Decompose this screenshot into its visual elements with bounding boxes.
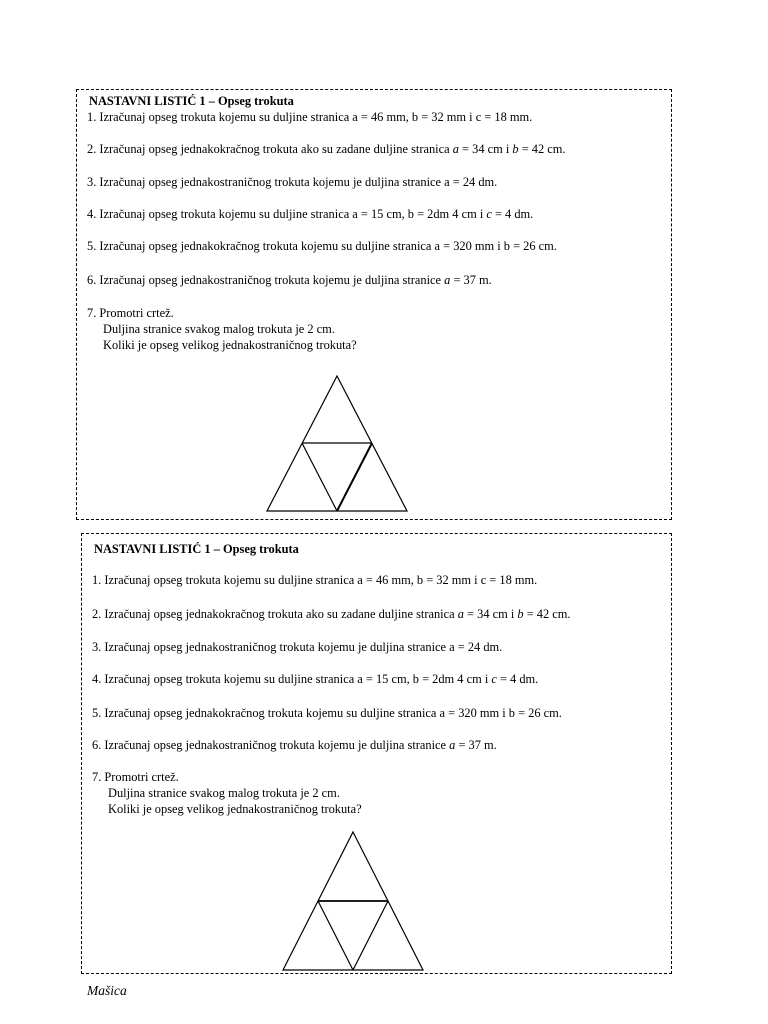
worksheet-title: NASTAVNI LISTIĆ 1 – Opseg trokuta	[94, 542, 299, 556]
worksheet-title: NASTAVNI LISTIĆ 1 – Opseg trokuta	[89, 94, 294, 108]
inner-line-right	[337, 443, 372, 511]
task-6: 6. Izračunaj opseg jednakostraničnog trokuta kojemu je duljina stranice a = 37 m.	[87, 273, 492, 287]
task-5: 5. Izračunaj opseg jednakokračnog trokuta kojemu su duljine stranica a = 320 mm i b = 26 cm.	[87, 239, 557, 253]
task-4: 4. Izračunaj opseg trokuta kojemu su duljine stranica a = 15 cm, b = 2dm 4 cm i c = 4 dm.	[87, 207, 534, 221]
task-4: 4. Izračunaj opseg trokuta kojemu su duljine stranica a = 15 cm, b = 2dm 4 cm i c = 4 dm.	[92, 672, 539, 686]
task-2: 2. Izračunaj opseg jednakokračnog trokuta ako su zadane duljine stranica a = 34 cm i b = 42 cm.	[87, 142, 566, 156]
task-3: 3. Izračunaj opseg jednakostraničnog trokuta kojemu je duljina stranice a = 24 dm.	[87, 175, 498, 189]
inner-line-left	[302, 443, 337, 511]
task-3: 3. Izračunaj opseg jednakostraničnog trokuta kojemu je duljina stranice a = 24 dm.	[92, 640, 503, 654]
worksheet-1	[76, 89, 672, 520]
triangle-figure	[265, 375, 409, 513]
task-2: 2. Izračunaj opseg jednakokračnog trokuta ako su zadane duljine stranica a = 34 cm i b = 42 cm.	[92, 607, 571, 621]
task-7: 7. Promotri crtež. Duljina stranice svakog malog trokuta je 2 cm. Koliki je opseg velikog jednakostraničnog trokuta?	[87, 306, 357, 352]
author-signature: Mašica	[87, 983, 127, 998]
inner-line-left	[318, 901, 353, 970]
task-1: 1. Izračunaj opseg trokuta kojemu su duljine stranica a = 46 mm, b = 32 mm i c = 18 mm.	[92, 573, 538, 587]
task-6: 6. Izračunaj opseg jednakostraničnog trokuta kojemu je duljina stranice a = 37 m.	[92, 738, 497, 752]
triangle-figure	[281, 831, 426, 972]
worksheet-2	[81, 533, 672, 974]
task-5: 5. Izračunaj opseg jednakokračnog trokuta kojemu su duljine stranica a = 320 mm i b = 26 cm.	[92, 706, 562, 720]
task-1: 1. Izračunaj opseg trokuta kojemu su duljine stranica a = 46 mm, b = 32 mm i c = 18 mm.	[87, 110, 533, 124]
task-7: 7. Promotri crtež. Duljina stranice svakog malog trokuta je 2 cm. Koliki je opseg velikog jednakostraničnog trokuta?	[92, 770, 362, 816]
inner-line-right	[353, 901, 388, 970]
